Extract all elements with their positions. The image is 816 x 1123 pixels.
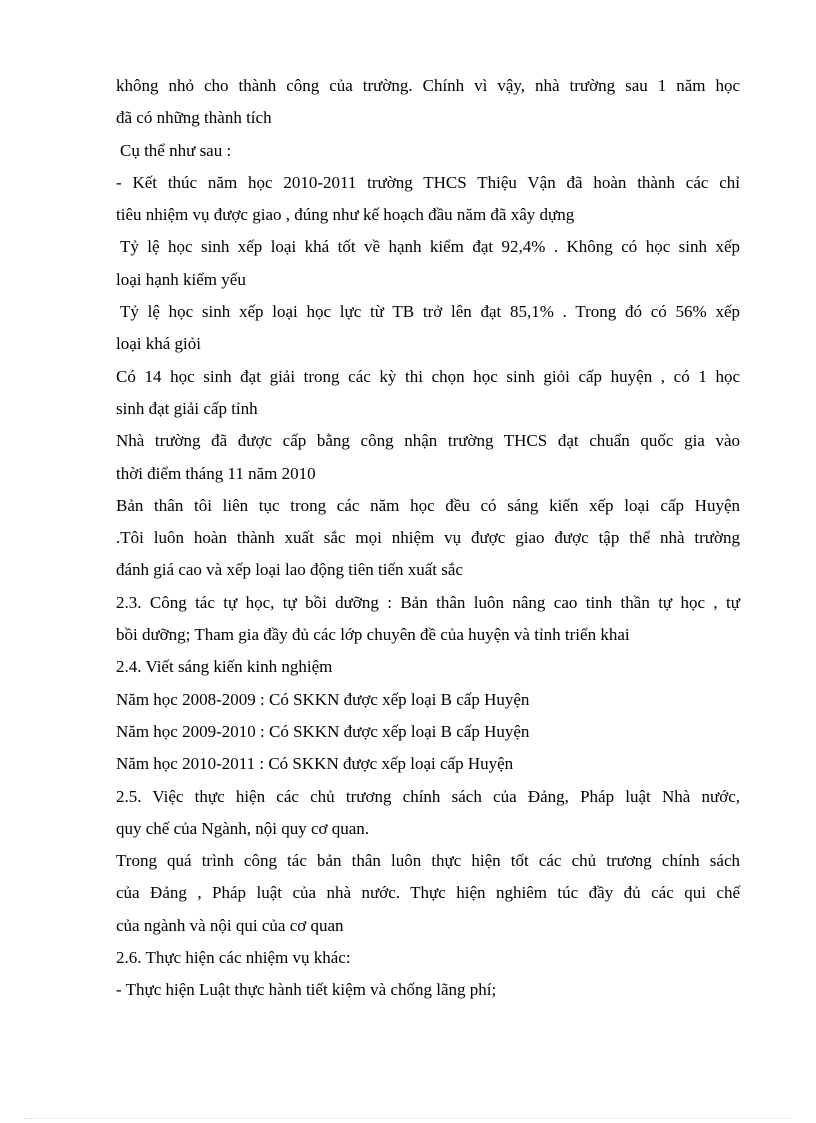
paragraph-line: của Đảng , Pháp luật của nhà nước. Thực hiện nghiêm túc đầy đủ các qui chế — [116, 883, 740, 903]
paragraph-line: Tỷ lệ học sinh xếp loại khá tốt về hạnh kiểm đạt 92,4% . Không có học sinh xếp — [120, 237, 740, 257]
paragraph-line: Có 14 học sinh đạt giải trong các kỳ thi chọn học sinh giỏi cấp huyện , có 1 học — [116, 366, 740, 386]
section-heading-2-4: 2.4. Viết sáng kiến kinh nghiệm — [116, 657, 333, 677]
list-item: Năm học 2008-2009 : Có SKKN được xếp loại B cấp Huyện — [116, 689, 530, 709]
paragraph-line: Nhà trường đã được cấp bằng công nhận trường THCS đạt chuẩn quốc gia vào — [116, 431, 740, 451]
paragraph-line: thời điểm tháng 11 năm 2010 — [116, 463, 316, 483]
paragraph-line: - Thực hiện Luật thực hành tiết kiệm và chống lãng phí; — [116, 980, 497, 1000]
section-heading-2-3: 2.3. Công tác tự học, tự bồi dưỡng : Bản thân luôn nâng cao tinh thần tự học , tự — [116, 592, 740, 612]
section-heading-2-6: 2.6. Thực hiện các nhiệm vụ khác: — [116, 948, 351, 968]
paragraph-line: Trong quá trình công tác bản thân luôn thực hiện tốt các chủ trương chính sách — [116, 851, 740, 871]
section-lead: Cụ thể như sau : — [120, 140, 232, 160]
page-bottom-divider — [24, 1118, 792, 1119]
list-item: Năm học 2010-2011 : Có SKKN được xếp loại cấp Huyện — [116, 754, 514, 774]
paragraph-line: - Kết thúc năm học 2010-2011 trường THCS Thiệu Vận đã hoàn thành các chỉ — [116, 172, 740, 192]
paragraph-line: .Tôi luôn hoàn thành xuất sắc mọi nhiệm vụ được giao được tập thể nhà trường — [116, 528, 740, 548]
paragraph-line: đã có những thành tích — [116, 108, 272, 128]
paragraph-line: loại khá giỏi — [116, 334, 201, 354]
paragraph-line: đánh giá cao và xếp loại lao động tiên tiến xuất sắc — [116, 560, 463, 580]
list-item: Năm học 2009-2010 : Có SKKN được xếp loại B cấp Huyện — [116, 721, 530, 741]
paragraph-line: tiêu nhiệm vụ được giao , đúng như kế hoạch đầu năm đã xây dựng — [116, 205, 575, 225]
paragraph-line: loại hạnh kiểm yếu — [116, 269, 246, 289]
paragraph-line: bồi dưỡng; Tham gia đầy đủ các lớp chuyên đề của huyện và tỉnh triển khai — [116, 625, 630, 645]
paragraph-line: của ngành và nội qui của cơ quan — [116, 915, 344, 935]
section-heading-2-5: 2.5. Việc thực hiện các chủ trương chính sách của Đảng, Pháp luật Nhà nước, — [116, 786, 740, 806]
paragraph-line: sinh đạt giải cấp tỉnh — [116, 398, 258, 418]
document-page — [116, 70, 740, 1007]
paragraph-line: Bản thân tôi liên tục trong các năm học đều có sáng kiến xếp loại cấp Huyện — [116, 495, 740, 515]
paragraph-line: quy chế của Ngành, nội quy cơ quan. — [116, 818, 370, 838]
paragraph-line: không nhỏ cho thành công của trường. Chính vì vậy, nhà trường sau 1 năm học — [116, 76, 740, 95]
paragraph-line: Tỷ lệ học sinh xếp loại học lực từ TB trở lên đạt 85,1% . Trong đó có 56% xếp — [120, 302, 740, 322]
